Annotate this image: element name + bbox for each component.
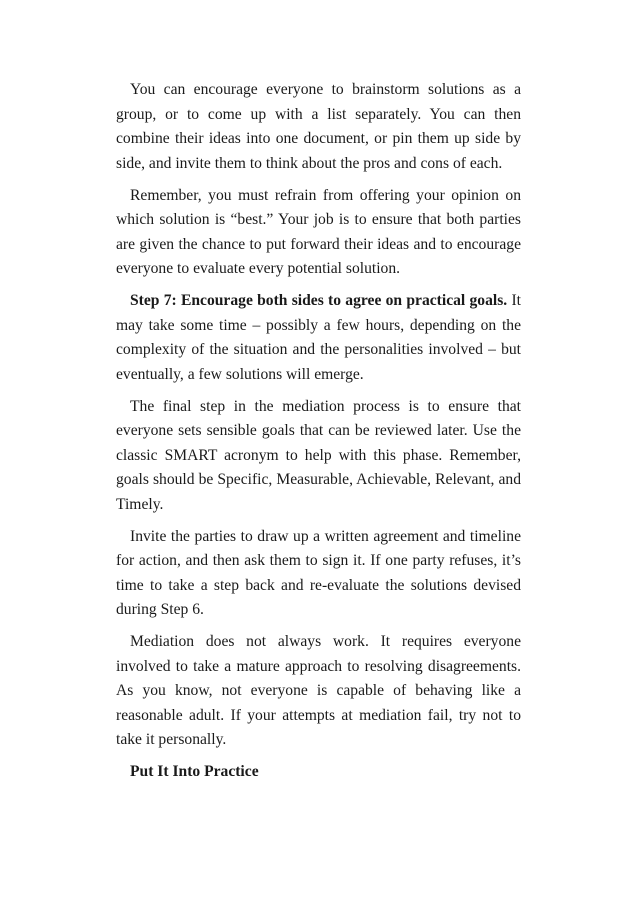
paragraph-brainstorm: [116, 78, 521, 176]
paragraph-text: Remember, you must refrain from offering your opinion on which solution is “best.” Your job is to ensure that both parties are given the chance to put forward their ideas and to encourage everyone to evaluate every potential solution.: [116, 186, 521, 277]
paragraph-text: You can encourage everyone to brainstorm solutions as a group, or to come up with a list separately. You can then combine their ideas into one document, or pin them up side by side, and invite them to think about the pros and cons of each.: [116, 81, 521, 172]
paragraph-mediation-limits: [116, 630, 521, 753]
document-page: [116, 78, 521, 785]
step-7-heading: Step 7: Encourage both sides to agree on practical goals.: [130, 292, 508, 309]
paragraph-text: Invite the parties to draw up a written agreement and timeline for action, and then ask them to sign it. If one party refuses, it’s time to take a step back and re-evaluate the solutions devised during Step 6.: [116, 527, 521, 618]
paragraph-step-7: [116, 289, 521, 387]
paragraph-text: It may take some time – possibly a few hours, depending on the complexity of the situation and the personalities involved – but eventually, a few solutions will emerge.: [116, 292, 521, 383]
paragraph-refrain: [116, 184, 521, 282]
paragraph-text: Mediation does not always work. It requires everyone involved to take a mature approach to resolving disagreements. As you know, not everyone is capable of behaving like a reasonable adult. If your attempts at mediation fail, try not to take it personally.: [116, 633, 521, 748]
paragraph-smart-goals: [116, 395, 521, 518]
paragraph-text: The final step in the mediation process is to ensure that everyone sets sensible goals that can be reviewed later. Use the classic SMART acronym to help with this phase. Remember, goals should be Specific, Measurable, Achievable, Relevant, and Timely.: [116, 397, 521, 513]
paragraph-written-agreement: [116, 525, 521, 623]
section-heading: Put It Into Practice: [130, 763, 259, 780]
